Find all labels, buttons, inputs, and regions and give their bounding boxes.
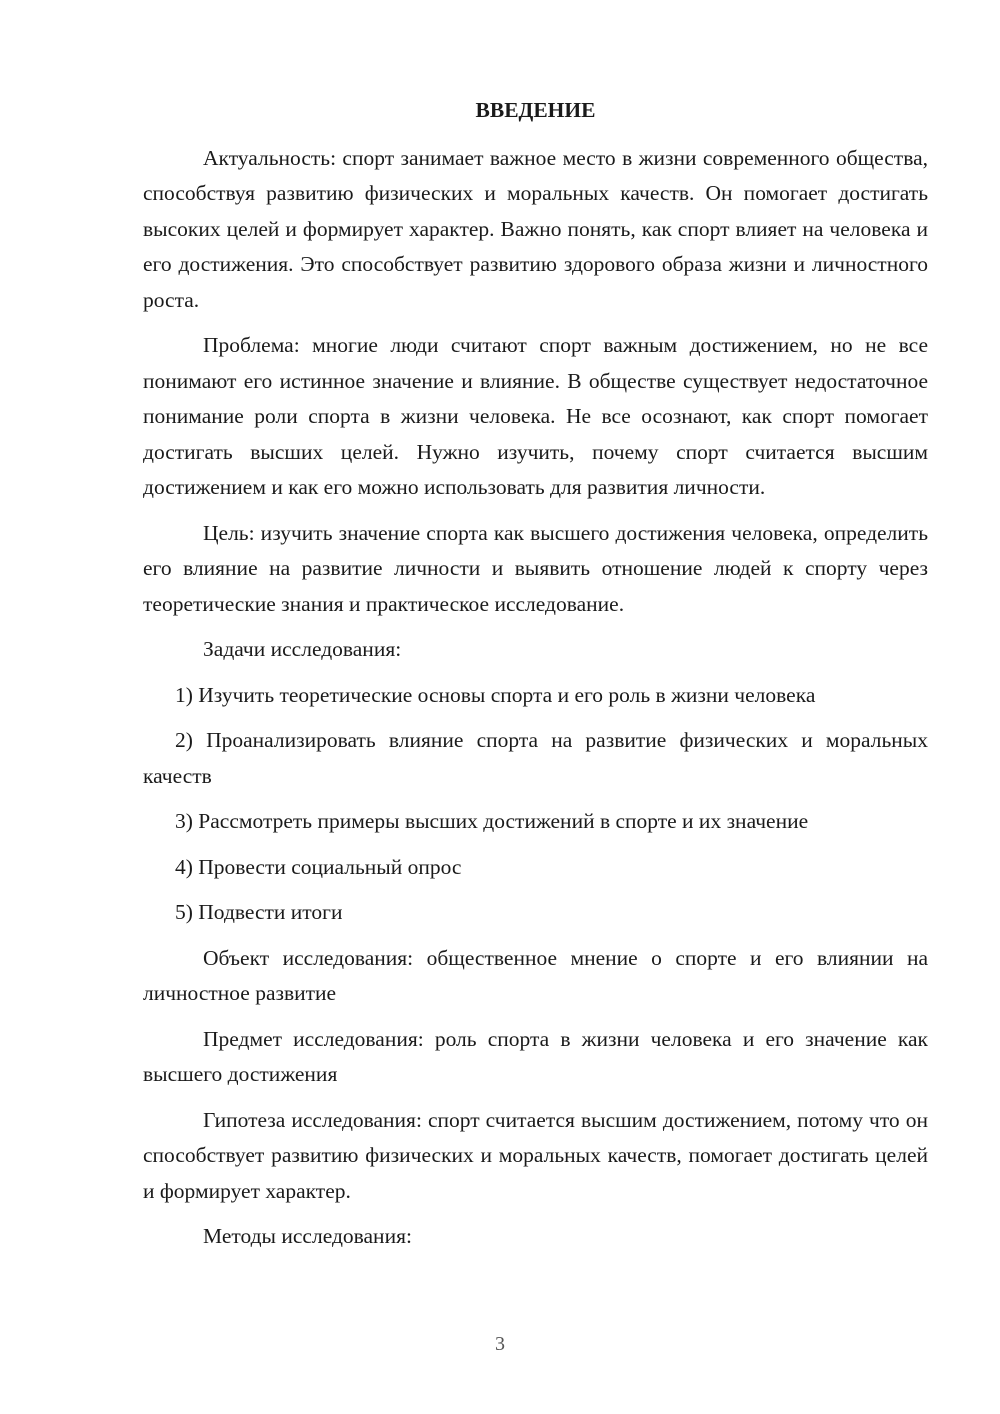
task-item-4: 4) Провести социальный опрос [175, 854, 462, 879]
paragraph-methods: Методы исследования: [203, 1224, 412, 1248]
paragraph-subject: Предмет исследования: роль спорта в жизни человека и его значение как высшего достижения [143, 1026, 928, 1086]
paragraph-relevance: Актуальность: спорт занимает важное место в жизни современного общества, способствуя развитию физических и моральных качеств. Он помогает достигать высоких целей и формирует характер. Важно понять, как спорт влияет на человека и его достижения. Это способствует развитию здорового образа жизни и личностного роста. [143, 145, 928, 312]
task-item-2: 2) Проанализировать влияние спорта на развитие физических и моральных качеств [143, 728, 928, 788]
task-item-1: 1) Изучить теоретические основы спорта и его роль в жизни человека [175, 682, 816, 707]
paragraph-object: Объект исследования: общественное мнение о спорте и его влиянии на личностное развитие [143, 945, 928, 1005]
tasks-heading: Задачи исследования: [203, 637, 402, 661]
paragraph-goal: Цель: изучить значение спорта как высшего достижения человека, определить его влияние на развитие личности и выявить отношение людей к спорту через теоретические знания и практическое исследование. [143, 520, 928, 616]
paragraph-problem: Проблема: многие люди считают спорт важным достижением, но не все понимают его истинное значение и влияние. В обществе существует недостаточное понимание роли спорта в жизни человека. Не все осознают, как спорт помогает достигать высших целей. Нужно изучить, почему спорт считается высшим достижением и как его можно использовать для развития личности. [143, 333, 928, 499]
document-body [143, 93, 928, 1265]
paragraph-hypothesis: Гипотеза исследования: спорт считается высшим достижением, потому что он способствует развитию физических и моральных качеств, помогает достигать целей и формирует характер. [143, 1107, 928, 1203]
section-title: ВВЕДЕНИЕ [475, 98, 596, 122]
task-item-5: 5) Подвести итоги [175, 900, 343, 924]
task-item-3: 3) Рассмотреть примеры высших достижений в спорте и их значение [175, 809, 809, 833]
page-number: 3 [495, 1333, 505, 1355]
